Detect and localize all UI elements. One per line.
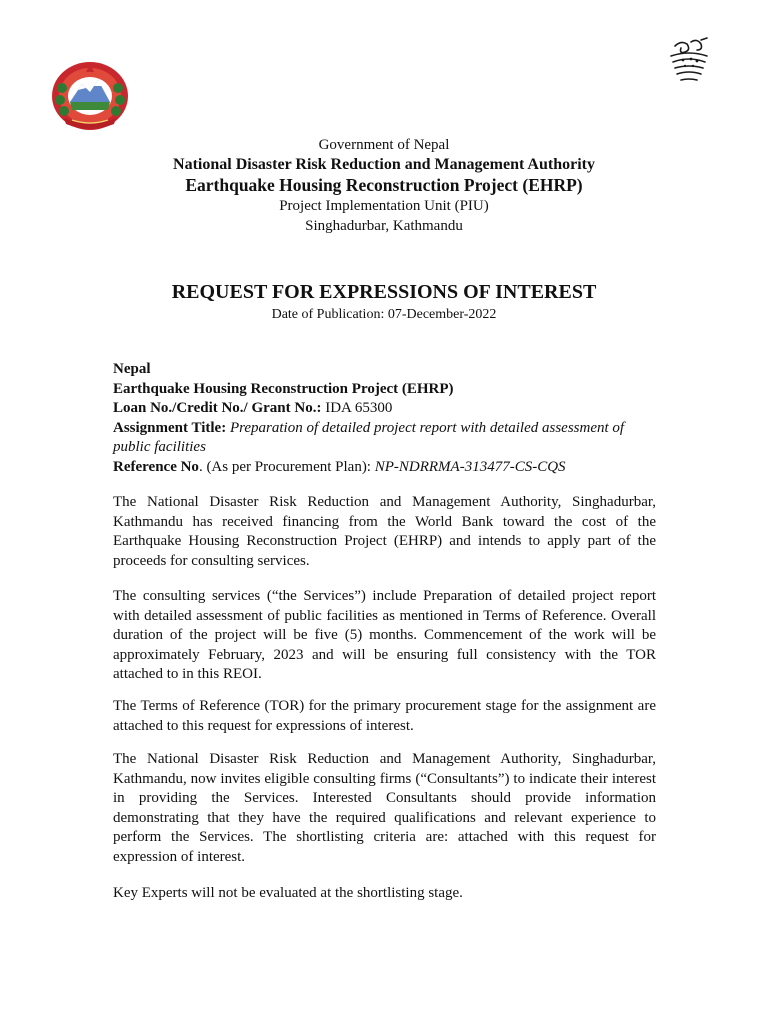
authority-name: National Disaster Risk Reduction and Management Authority [173, 156, 595, 173]
unit-name: Project Implementation Unit (PIU) [279, 198, 489, 214]
loan-label: Loan No./Credit No./ Grant No.: [113, 400, 322, 416]
notice-title: REQUEST FOR EXPRESSIONS OF INTEREST [171, 281, 597, 303]
country-label: Nepal [113, 361, 151, 377]
notice-heading [0, 280, 768, 324]
loan-value: IDA 65300 [321, 400, 393, 416]
assignment-value: Preparation of detailed project report with detailed assessment of public facilities [113, 419, 625, 455]
paragraph-financing: The National Disaster Risk Reduction and Management Authority, Singhadurbar, Kathmandu has received financing from the World Bank toward the cost of the Earthquake Housing Reconstruction Project (EHRP) and intends to apply part of the proceeds for consulting services. [113, 494, 656, 569]
nepal-emblem-icon [50, 58, 130, 132]
country-line [113, 360, 658, 380]
assignment-details [113, 360, 658, 477]
paragraph-services: The consulting services (“the Services”) include Preparation of detailed project report with detailed assessment of public facilities as mentioned in Terms of Reference. Overall duration of the project will be five (5) months. Commencement of the work will be approximately February, 2023 and will be ensuring full consistency with the TOR attached to in this REOI. [113, 588, 656, 682]
reference-line [113, 458, 658, 478]
document-header [0, 136, 768, 236]
reference-label: Reference No [113, 458, 199, 475]
publication-date: Date of Publication: 07-December-2022 [271, 307, 497, 322]
project-label: Earthquake Housing Reconstruction Project (EHRP) [113, 380, 454, 397]
paragraph-tor: The Terms of Reference (TOR) for the primary procurement stage for the assignment are attached to this request for expressions of interest. [113, 698, 656, 734]
government-name: Government of Nepal [318, 137, 450, 153]
assignment-line [113, 419, 658, 458]
project-seal-icon [665, 36, 713, 86]
assignment-label: Assignment Title: [113, 419, 227, 436]
paragraph-invitation: The National Disaster Risk Reduction and Management Authority, Singhadurbar, Kathmandu, now invites eligible consulting firms (“Consultants”) to indicate their interest in providing the Services. Interested Consultants should provide information demonstrating that they have the required qualifications and relevant experience to perform the Services. The shortlisting criteria are: attached with this request for expression of interest. [113, 751, 656, 865]
loan-line [113, 399, 658, 419]
project-name: Earthquake Housing Reconstruction Project (EHRP) [185, 175, 583, 195]
reference-value: NP-NDRRMA-313477-CS-CQS [374, 458, 566, 475]
paragraph-key-experts: Key Experts will not be evaluated at the shortlisting stage. [113, 885, 463, 901]
office-location: Singhadurbar, Kathmandu [305, 218, 463, 234]
project-line [113, 380, 658, 400]
reference-middle: . (As per Procurement Plan): [198, 458, 375, 475]
